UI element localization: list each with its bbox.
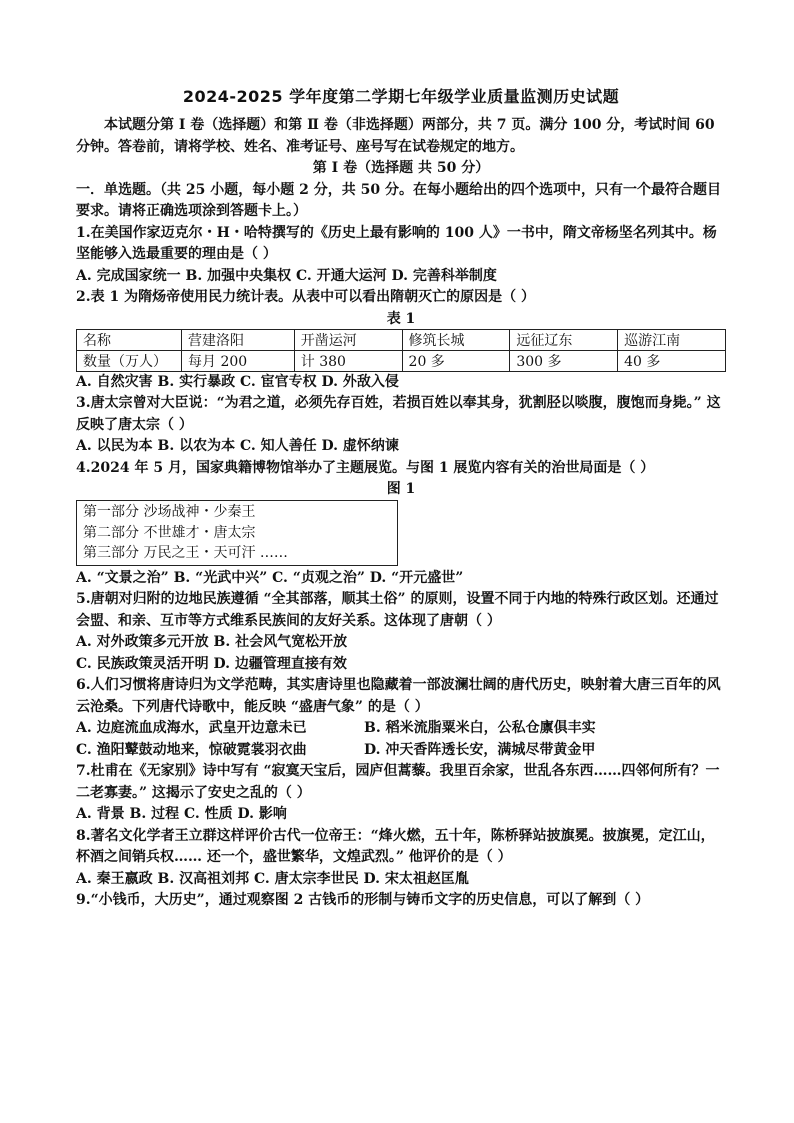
table-header-cell: 远征辽东 bbox=[510, 329, 618, 350]
table-header-cell: 开凿运河 bbox=[294, 329, 402, 350]
option-d: D. 冲天香阵透长安，满城尽带黄金甲 bbox=[364, 741, 596, 758]
section-heading: 第 Ⅰ 卷（选择题 共 50 分） bbox=[312, 160, 490, 176]
table-cell: 40 多 bbox=[618, 350, 726, 371]
table-header-cell: 名称 bbox=[77, 329, 182, 350]
question-6-options-row1 bbox=[76, 718, 726, 740]
table-header-cell: 巡游江南 bbox=[618, 329, 726, 350]
question-5-options-line2: C. 民族政策灵活开明 D. 边疆管理直接有效 bbox=[76, 655, 347, 672]
table-cell: 20 多 bbox=[402, 350, 510, 371]
question-9-stem: 9.“小钱币，大历史”，通过观察图 2 古钱币的形制与铸币文字的历史信息，可以了解到（ ） bbox=[76, 892, 650, 908]
question-1-stem: 1.在美国作家迈克尔・H・哈特撰写的《历史上最有影响的 100 人》一书中，隋文帝杨坚名列其中。杨坚能够入选最重要的理由是（ ） bbox=[76, 224, 717, 262]
table-row bbox=[77, 350, 726, 371]
question-7-stem: 7.杜甫在《无家别》诗中写有 “寂寞天宝后，园庐但蒿藜。我里百余家，世乱各东西……四邻何所有？一二老寡妻。” 这揭示了安史之乱的（ ） bbox=[76, 763, 720, 801]
table-cell: 数量（万人） bbox=[77, 350, 182, 371]
question-1-options: A. 完成国家统一 B. 加强中央集权 C. 开通大运河 D. 完善科举制度 bbox=[76, 267, 497, 284]
table-header-cell: 营建洛阳 bbox=[182, 329, 295, 350]
exhibition-figure-box bbox=[76, 500, 398, 566]
part-instructions: 一．单选题。（共 25 小题，每小题 2 分，共 50 分。在每小题给出的四个选项中，只有一个最符合题目要求。请将正确选项涂到答题卡上。） bbox=[76, 181, 721, 219]
figure-line: 第二部分 不世雄才・唐太宗 bbox=[83, 524, 256, 541]
question-3-stem: 3.唐太宗曾对大臣说：“为君之道，必须先存百姓，若损百姓以奉其身，犹割胫以啖腹，腹饱而身毙。” 这反映了唐太宗（ ） bbox=[76, 395, 721, 433]
question-7-options: A. 背景 B. 过程 C. 性质 D. 影响 bbox=[76, 806, 287, 822]
question-2-stem: 2.表 1 为隋炀帝使用民力统计表。从表中可以看出隋朝灭亡的原因是（ ） bbox=[76, 289, 535, 305]
figure-line: 第三部分 万民之王・天可汗 …… bbox=[83, 545, 288, 561]
question-5-stem: 5.唐朝对归附的边地民族遵循 “全其部落，顺其土俗” 的原则，设置不同于内地的特殊行政区划。还通过会盟、和亲、互市等方式维系民族间的友好关系。这体现了唐朝（ ） bbox=[76, 591, 719, 629]
option-c: C. 渔阳鼙鼓动地来，惊破霓裳羽衣曲 bbox=[76, 741, 307, 758]
table-header-cell: 修筑长城 bbox=[402, 329, 510, 350]
question-8-stem: 8.著名文化学者王立群这样评价古代一位帝王：“烽火燃，五十年，陈桥驿站披旗冕。披旗冕，定江山，杯酒之间销兵权…… 还一个，盛世繁华，文煌武烈。” 他评价的是（ ） bbox=[76, 827, 715, 865]
option-a: A. 边庭流血成海水，武皇开边意未已 bbox=[76, 720, 307, 736]
table-header-row bbox=[77, 329, 726, 350]
figure-caption: 图 1 bbox=[386, 481, 416, 497]
question-3-options: A. 以民为本 B. 以农为本 C. 知人善任 D. 虚怀纳谏 bbox=[76, 438, 399, 454]
figure-line: 第一部分 沙场战神・少秦王 bbox=[83, 504, 256, 520]
question-8-options: A. 秦王嬴政 B. 汉高祖刘邦 C. 唐太宗李世民 D. 宋太祖赵匡胤 bbox=[76, 870, 469, 887]
table-cell: 每月 200 bbox=[182, 350, 295, 371]
exam-page bbox=[76, 84, 726, 912]
option-b: B. 稻米流脂粟米白，公私仓廪俱丰实 bbox=[364, 720, 596, 736]
table-cell: 300 多 bbox=[510, 350, 618, 371]
labor-statistics-table bbox=[76, 329, 726, 372]
exam-intro: 本试题分第 Ⅰ 卷（选择题）和第 Ⅱ 卷（非选择题）两部分，共 7 页。满分 100 分，考试时间 60 分钟。答卷前，请将学校、姓名、准考证号、座号写在试卷规定的地方。 bbox=[76, 117, 715, 155]
question-4-options: A. “文景之治” B. “光武中兴” C. “贞观之治” D. “开元盛世” bbox=[76, 569, 464, 586]
table-caption: 表 1 bbox=[386, 310, 416, 327]
question-6-stem: 6.人们习惯将唐诗归为文学范畴，其实唐诗里也隐藏着一部波澜壮阔的唐代历史，映射着大唐三百年的风云沧桑。下列唐代诗歌中，能反映 “盛唐气象” 的是（ ） bbox=[76, 677, 721, 715]
question-4-stem: 4.2024 年 5 月，国家典籍博物馆举办了主题展览。与图 1 展览内容有关的治世局面是（ ） bbox=[76, 459, 655, 476]
table-cell: 计 380 bbox=[294, 350, 402, 371]
question-6-options-row2 bbox=[76, 740, 726, 762]
page-title: 2024-2025 学年度第二学期七年级学业质量监测历史试题 bbox=[182, 87, 620, 106]
question-2-options: A. 自然灾害 B. 实行暴政 C. 宦官专权 D. 外敌入侵 bbox=[76, 373, 399, 390]
question-5-options-line1: A. 对外政策多元开放 B. 社会风气宽松开放 bbox=[76, 634, 348, 650]
